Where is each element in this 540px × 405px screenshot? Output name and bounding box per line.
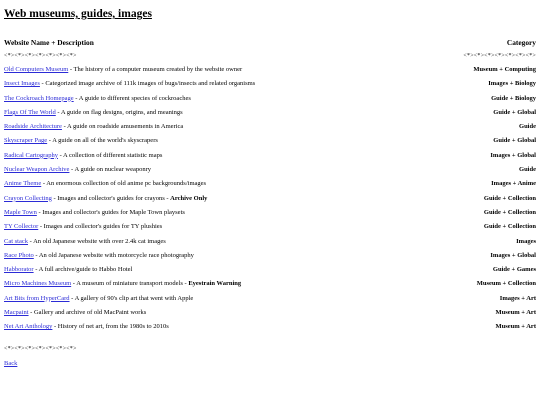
column-header-category: Category <box>506 38 536 47</box>
website-link[interactable]: Old Computers Museum <box>4 66 69 73</box>
list-item <box>4 66 536 80</box>
website-category: Museum + Art <box>495 309 536 317</box>
website-link[interactable]: Race Photo <box>4 251 34 259</box>
website-description: - A full archive/guide to Habbo Hotel <box>33 266 133 274</box>
website-category: Guide + Global <box>493 108 536 116</box>
list-item-text <box>4 266 132 273</box>
website-category: Guide <box>519 166 536 174</box>
website-link[interactable]: Flags Of The World <box>4 108 56 116</box>
website-description: - A guide on all of the world's skyscrapers <box>47 137 158 145</box>
list-item <box>4 295 536 309</box>
website-category: Guide + Global <box>493 137 536 145</box>
list-item-text <box>4 95 191 102</box>
website-description: - An enormous collection of old anime pc backgrounds/images <box>41 180 207 188</box>
page-title: Web museums, guides, images <box>4 8 152 20</box>
list-item-text <box>4 152 162 159</box>
website-note: Archive Only <box>170 194 208 202</box>
list-item-text <box>4 252 194 259</box>
list-item <box>4 323 536 337</box>
list-item <box>4 266 536 280</box>
list-item <box>4 195 536 209</box>
website-description: - A collection of different statistic maps <box>57 151 163 159</box>
website-description: - Categorized image archive of 111k images of bugs/insects and related organisms <box>39 80 256 88</box>
list-item-text <box>4 295 193 302</box>
website-link[interactable]: Macpaint <box>4 309 29 317</box>
website-link[interactable]: The Cockroach Homepage <box>4 94 74 102</box>
list-item <box>4 223 536 237</box>
website-description: - A guide on nuclear weaponry <box>69 166 152 174</box>
list-item-text <box>4 66 242 73</box>
website-link[interactable]: Insect Images <box>4 80 40 88</box>
list-item <box>4 280 536 294</box>
website-description: - An old Japanese website with over 2.4k cat images <box>28 237 166 245</box>
website-link[interactable]: Habborator <box>4 266 34 274</box>
website-link[interactable]: Anime Theme <box>4 180 42 188</box>
list-item-text <box>4 280 241 287</box>
website-description: - Images and collector's guides for crayons - <box>51 194 171 202</box>
website-description: - Images and collector's guides for TY plushies <box>38 223 163 231</box>
website-link[interactable]: Net Art Anthology <box>4 323 53 331</box>
website-category: Guide + Biology <box>491 94 536 102</box>
website-description: - A guide on flag designs, origins, and meanings <box>55 108 183 116</box>
website-link[interactable]: Radical Cartography <box>4 151 58 159</box>
list-item <box>4 180 536 194</box>
website-category: Images + Art <box>499 294 536 302</box>
website-category: Museum + Collection <box>476 280 536 288</box>
website-category: Images + Global <box>490 251 536 259</box>
list-item <box>4 152 536 166</box>
website-category: Images <box>516 237 536 245</box>
website-description: - History of net art, from the 1980s to 2010s <box>52 323 169 331</box>
website-link[interactable]: Nuclear Weapon Archive <box>4 166 70 174</box>
website-description: - A gallery of 90's clip art that went with Apple <box>69 294 194 302</box>
list-item-text <box>4 166 151 173</box>
divider-top-right: <*><*><*><*><*><*><*> <box>463 53 536 59</box>
list-item-text <box>4 180 206 187</box>
website-category: Museum + Art <box>495 323 536 331</box>
list-item-text <box>4 109 183 116</box>
website-description: - Gallery and archive of old MacPaint works <box>28 309 147 317</box>
website-link[interactable]: Skyscraper Page <box>4 137 48 145</box>
back-link[interactable]: Back <box>4 360 18 367</box>
website-description: - A guide to different species of cockroaches <box>73 94 191 102</box>
list-item <box>4 309 536 323</box>
list-item <box>4 166 536 180</box>
website-description: - A museum of miniature transport models - <box>71 280 189 288</box>
website-category: Guide + Collection <box>483 194 536 202</box>
column-header-name: Website Name + Description <box>4 38 94 47</box>
website-description: - Images and collector's guides for Maple Town playsets <box>36 208 185 216</box>
website-category: Guide + Games <box>492 266 536 274</box>
list-item <box>4 123 536 137</box>
website-link[interactable]: Maple Town <box>4 208 37 216</box>
list-item <box>4 95 536 109</box>
list-item <box>4 252 536 266</box>
website-category: Guide <box>519 123 536 131</box>
list-item <box>4 209 536 223</box>
website-list <box>4 66 536 338</box>
website-link[interactable]: Art Bits from HyperCard <box>4 294 70 302</box>
website-description: - The history of a computer museum created by the website owner <box>68 66 243 73</box>
website-description: - A guide on roadside amusements in America <box>61 123 184 131</box>
list-item-text <box>4 309 146 316</box>
list-item <box>4 80 536 94</box>
list-item <box>4 238 536 252</box>
website-category: Museum + Computing <box>473 66 536 73</box>
list-item <box>4 137 536 151</box>
website-category: Images + Biology <box>488 80 536 88</box>
website-category: Images + Anime <box>491 180 536 188</box>
website-category: Images + Global <box>490 151 536 159</box>
list-item-text <box>4 238 166 245</box>
website-link[interactable]: Cat stack <box>4 237 29 245</box>
list-item-text <box>4 223 162 230</box>
website-link[interactable]: TY Collector <box>4 223 39 231</box>
divider-top-left: <*><*><*><*><*><*><*> <box>4 53 77 59</box>
website-link[interactable]: Crayon Collecting <box>4 194 52 202</box>
list-item-text <box>4 123 183 130</box>
list-item <box>4 109 536 123</box>
divider-bottom: <*><*><*><*><*><*><*> <box>4 346 77 352</box>
list-item-text <box>4 80 255 87</box>
website-link[interactable]: Micro Machines Museum <box>4 280 72 288</box>
list-item-text <box>4 137 158 144</box>
website-link[interactable]: Roadside Architecture <box>4 123 62 131</box>
list-item-text <box>4 323 169 330</box>
list-item-text <box>4 209 185 216</box>
website-category: Guide + Collection <box>483 223 536 231</box>
website-description: - An old Japanese website with motorcycle race photography <box>33 251 194 259</box>
website-category: Guide + Collection <box>483 208 536 216</box>
list-item-text <box>4 195 207 202</box>
website-note: Eyestrain Warning <box>188 280 242 288</box>
